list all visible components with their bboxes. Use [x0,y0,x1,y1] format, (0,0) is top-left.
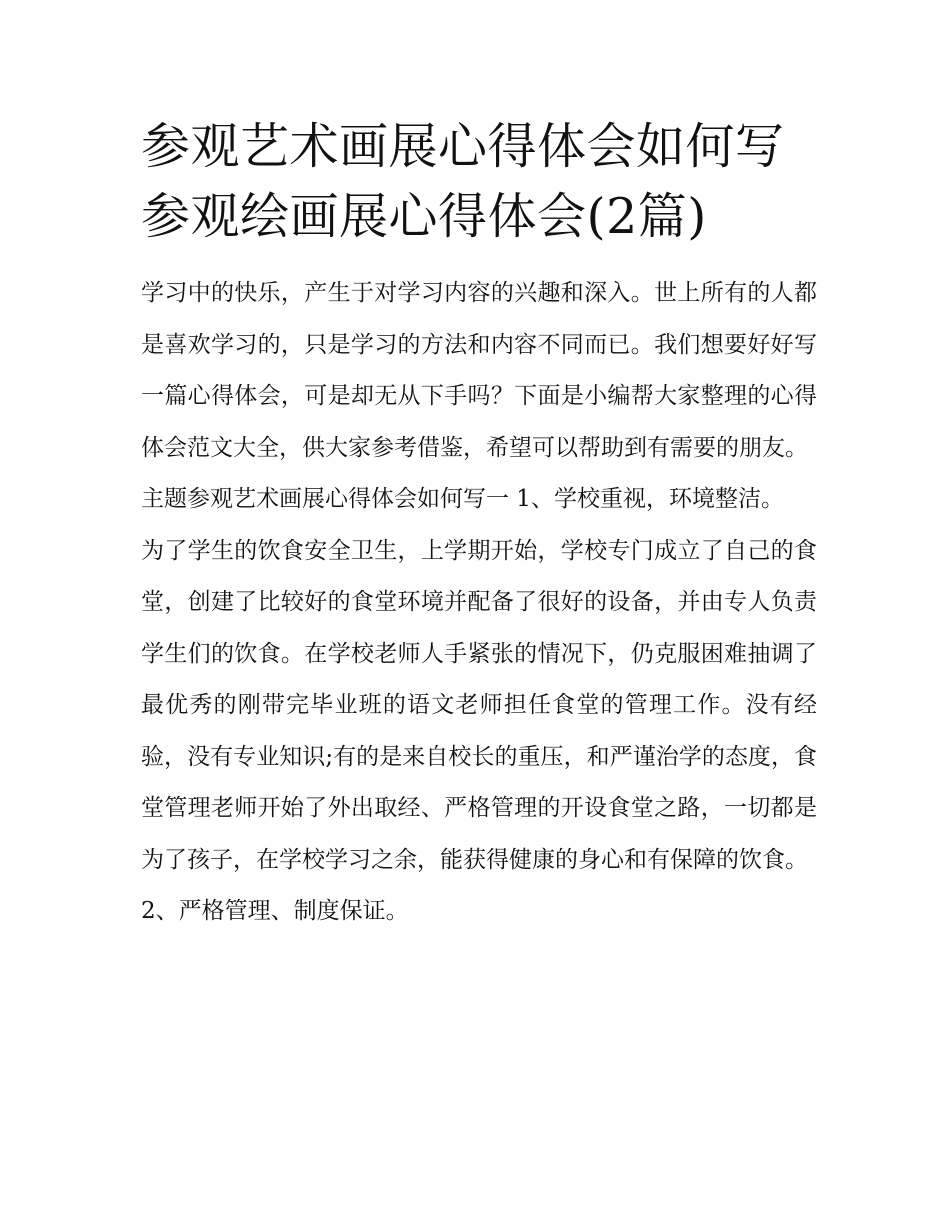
document-body [141,268,817,938]
title-line-1: 参观艺术画展心得体会如何写 [141,118,785,175]
body-paragraph: 为了学生的饮食安全卫生，上学期开始，学校专门成立了自己的食堂，创建了比较好的食堂环境并配备了很好的设备，并由专人负责学生们的饮食。在学校老师人手紧张的情况下，仍克服困难抽调了最优秀的刚带完毕业班的语文老师担任食堂的管理工作。没有经验，没有专业知识;有的是来自校长的重压，和严谨治学的态度，食堂管理老师开始了外出取经、严格管理的开设食堂之路，一切都是为了孩子，在学校学习之余，能获得健康的身心和有保障的饮食。 [141,537,817,873]
title-line-2: 参观绘画展心得体会(2篇) [141,188,707,245]
document-page [141,112,817,938]
intro-paragraph: 学习中的快乐，产生于对学习内容的兴趣和深入。世上所有的人都是喜欢学习的，只是学习的方法和内容不同而已。我们想要好好写一篇心得体会，可是却无从下手吗？下面是小编帮大家整理的心得体会范文大全，供大家参考借鉴，希望可以帮助到有需要的朋友。 [141,280,817,461]
subheading-paragraph: 2、严格管理、制度保证。 [141,898,409,924]
section-heading-paragraph: 主题参观艺术画展心得体会如何写一 1、学校重视，环境整洁。 [141,486,784,512]
document-title [141,112,817,252]
